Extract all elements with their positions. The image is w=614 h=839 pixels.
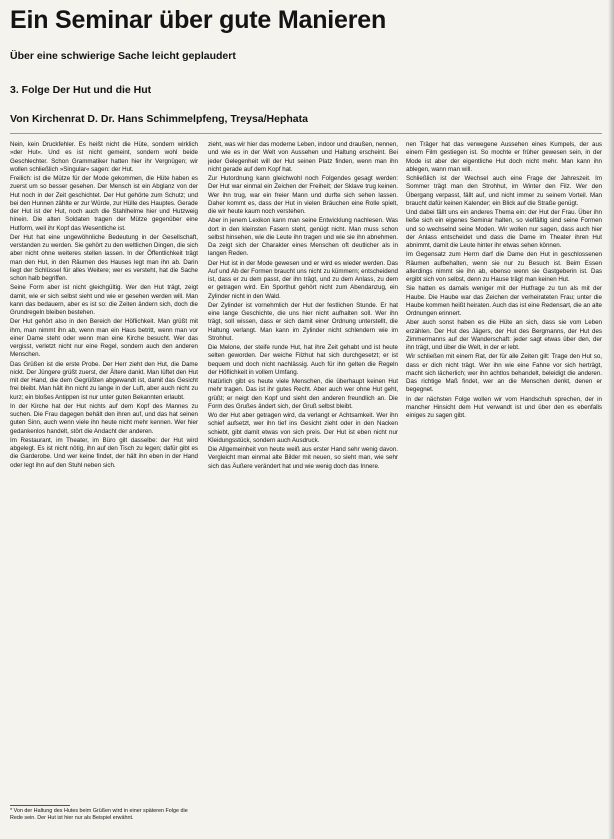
paragraph: Die Allgemeinheit von heute weiß aus erster Hand sehr wenig davon. Vergleicht man einmal alte Bilder mit neuen, so sieht man, wie sehr sich das Äußere verändert hat und wie wenig doch das Innere.	[208, 446, 398, 470]
header-divider	[10, 133, 602, 134]
paragraph: Der Hut gehört also in den Bereich der Höflichkeit. Man grüßt mit ihm, man nimmt ihn ab, wenn man ein Haus betritt, wenn man vor einer Dame steht oder wenn man eine Kirche besucht. Wer das vergisst, verletzt nicht nur eine Regel, sondern auch den anderen Menschen.	[10, 318, 198, 359]
paragraph: In der nächsten Folge wollen wir vom Handschuh sprechen, der in mancher Hinsicht dem Hut verwandt ist und über den es ebenfalls einiges zu sagen gibt.	[406, 395, 602, 419]
paragraph: Zur Hutordnung kann gleichwohl noch Folgendes gesagt werden: Der Hut war einmal ein Zeichen der Freiheit; der Sklave trug keinen. Wer ihn trug, war ein freier Mann und durfte sich sehen lassen. Daher kommt es, dass der Hut in vielen Bräuchen eine Rolle spielt, die wir heute kaum noch verstehen.	[208, 175, 398, 215]
text-column-1	[10, 141, 198, 801]
paragraph: Und dabei fällt uns ein anderes Thema ein: der Hut der Frau. Über ihn ließe sich ein eigenes Seminar halten, so vielfältig sind seine Formen und so wechselnd seine Moden. Wir wollen nur sagen, dass auch hier der Anlass entscheidet und dass die Dame im Theater ihren Hut abnimmt, damit die Leute hinter ihr etwas sehen können.	[406, 209, 602, 249]
page-edge-shadow	[608, 0, 614, 839]
paragraph: Der Hut hat eine ungewöhnliche Bedeutung in der Gesellschaft, verstanden zu werden. Sie gehört zu den weltlichen Dingen, die sich aber nicht ohne weiteres stellen lassen. In der Öffentlichkeit trägt man den Hut, in den Räumen des Hauses legt man ihn ab. Darin liegt der Schlüssel für alles Weitere; wer es versteht, hat die Sache schon halb begriffen.	[10, 233, 198, 282]
author-byline: Von Kirchenrat D. Dr. Hans Schimmelpfeng, Treysa/Hephata	[10, 113, 308, 125]
text-column-3	[406, 141, 602, 831]
series-part-label: 3. Folge Der Hut und die Hut	[10, 84, 152, 96]
paragraph: Schließlich ist der Wechsel auch eine Frage der Jahreszeit. Im Sommer trägt man den Strohhut, im Winter den Filz. Wer den Übergang verpasst, fällt auf, und nicht immer zu seinem Vorteil. Man braucht dafür keinen Kalender; ein Blick auf die Straße genügt.	[406, 175, 602, 207]
paragraph: Wo der Hut aber getragen wird, da verlangt er Achtsamkeit. Wer ihn schief aufsetzt, wer ihn tief ins Gesicht zieht oder in den Nacken schiebt, gibt damit etwas von sich preis. Der Hut ist eben nicht nur Kleidungsstück, sondern auch Ausdruck.	[208, 412, 398, 444]
paragraph: nen Träger hat das verwegene Aussehen eines Kumpels, der aus einem Film gestiegen ist. So mochte er früher gewesen sein, in der Mode ist aber der eigentliche Hut doch nicht mehr. Man kann ihn ablegen, wann man will.	[406, 141, 602, 173]
paragraph: zieht, was wir hier das moderne Leben, indoor und draußen, nennen, und wie es in der Welt von Aussehen und Haltung erscheint. Bei jeder Gelegenheit will der Hut seinen Platz finden, wenn man ihn nicht gerade auf dem Kopf hat.	[208, 141, 398, 173]
paragraph: Die Melone, der steife runde Hut, hat ihre Zeit gehabt und ist heute selten geworden. Der weiche Filzhut hat sich durchgesetzt; er ist bequem und doch nicht nachlässig. Auch für ihn gelten die Regeln der Höflichkeit in vollem Umfang.	[208, 344, 398, 376]
article-subtitle: Über eine schwierige Sache leicht geplaudert	[10, 50, 236, 62]
paragraph: In der Kirche hat der Hut nichts auf dem Kopf des Mannes zu suchen. Die Frau dagegen behält den ihren auf, und das hat seinen guten Sinn, auch wenn viele ihn heute nicht mehr kennen. Wer hier gedankenlos handelt, stört die Andacht der anderen.	[10, 402, 198, 435]
paragraph: Im Gegensatz zum Herrn darf die Dame den Hut in geschlossenen Räumen aufbehalten, wenn sie nur zu Besuch ist. Beim Essen allerdings nimmt sie ihn ab, ebenso wenn sie Gastgeberin ist. Das ergibt sich von selbst, denn zu Hause trägt man keinen Hut.	[406, 251, 602, 283]
paragraph: Seine Form aber ist nicht gleichgültig. Wer den Hut trägt, zeigt damit, wie er sich selbst sieht und wie er gesehen werden will. Man kann das bedauern, aber es ist so: die Zeiten ändern sich, doch die Grundregeln bleiben bestehen.	[10, 284, 198, 316]
paragraph: Sie hatten es damals weniger mit der Hutfrage zu tun als mit der Haube. Die Haube war das Zeichen der verheirateten Frau; unter die Haube kommen heißt heiraten. Auch das ist eine Redensart, die an alte Ordnungen erinnert.	[406, 285, 602, 317]
footnote: * Von der Haltung des Hutes beim Grüßen wird in einer späteren Folge die Rede sein. Der Hut ist hier nur als Beispiel erwähnt.	[10, 808, 188, 821]
paragraph: Im Restaurant, im Theater, im Büro gilt dasselbe: der Hut wird abgelegt. Es ist nicht nötig, ihn auf den Tisch zu legen; dafür gibt es die Garderobe. Und wer keine findet, der hält ihn eben in der Hand oder legt ihn auf den Stuhl neben sich.	[10, 436, 198, 469]
paragraph: Der Hut ist in der Mode gewesen und er wird es wieder werden. Das Auf und Ab der Formen braucht uns nicht zu kümmern; entscheidend ist, dass er zu dem passt, der ihn trägt, und zu dem Anlass, zu dem er getragen wird. Ein Sporthut gehört nicht zum Abendanzug, ein Zylinder nicht in den Wald.	[208, 259, 398, 300]
paragraph: Natürlich gibt es heute viele Menschen, die überhaupt keinen Hut mehr tragen. Das ist ihr gutes Recht. Aber auch wer ohne Hut geht, grüßt; er neigt den Kopf und sieht den anderen freundlich an. Die Form des Grußes ändert sich, der Gruß selbst bleibt.	[208, 378, 398, 410]
paragraph: Wir schließen mit einem Rat, der für alle Zeiten gilt: Trage den Hut so, dass er dich nicht trägt. Wer ihn wie eine Fahne vor sich herträgt, macht sich lächerlich; wer ihn achtlos behandelt, beleidigt die anderen. Das richtige Maß findet, wer an die Menschen denkt, denen er begegnet.	[406, 353, 602, 394]
paragraph: Nein, kein Druckfehler. Es heißt nicht die Hüte, sondern wirklich »der Hut«. Und es ist nicht gemeint, sondern wohl beide Geschlechter. Schon Grammatiker hatten hier ihr Vergnügen; wir wollen schließlich »Singular« sagen: der Hut.	[10, 141, 198, 173]
paragraph: Der Zylinder ist vornehmlich der Hut der festlichen Stunde. Er hat eine lange Geschichte, die uns hier nicht aufhalten soll. Wer ihn trägt, soll wissen, dass er sich damit einer Ordnung unterstellt, die Haltung verlangt. Man kann im Zylinder nicht schlendern wie im Strohhut.	[208, 301, 398, 342]
text-column-2	[208, 141, 398, 831]
paragraph: Das Grüßen ist die erste Probe. Der Herr zieht den Hut, die Dame nickt. Der Jüngere grüßt zuerst, der Ältere dankt. Man lüftet den Hut mit der Hand, die dem Gegrüßten abgewandt ist, damit das Gesicht frei bleibt. Man hält ihn nicht zu lange in der Luft, aber auch nicht zu kurz; ein bloßes Antippen ist nur unter guten Bekannten erlaubt.	[10, 360, 198, 401]
article-title: Ein Seminar über gute Manieren	[10, 6, 387, 34]
paragraph: Aber in jenem Lexikon kann man seine Entwicklung nachlesen. Was dort in den kleinsten Fasern steht, genügt nicht. Man muss schon selbst hinsehen, wie die Leute ihn tragen und wie sie ihn abnehmen. Da zeigt sich der Charakter eines Menschen oft deutlicher als in langen Reden.	[208, 217, 398, 258]
paragraph: Aber auch sonst haben es die Hüte an sich, dass sie vom Leben erzählen. Der Hut des Jägers, der Hut des Bergmanns, der Hut des Zimmermanns auf der Wanderschaft: jeder sagt etwas über den, der ihn trägt, und über die Welt, in der er lebt.	[406, 319, 602, 351]
footnote-divider	[10, 805, 70, 806]
paragraph: Freilich: ist die Mütze für der Mode gekommen, die Hüte haben es zuerst um so besser gesehen. Der Mensch ist ein Abglanz von der Hut noch in der Zeit geschichtet. Der Hut gehörte zum Schutz; und bei den Hunnen zählte er zur Würde, zur Hülle des Hauptes. Gerade der Hut ist der Hut, noch auch die Stahlhelme hier und Hutzweig hinein. Die alten Soldaten tragen der Mütze gegenüber eine Hutform, weil ihr Kopf das Wesentliche ist.	[10, 175, 198, 232]
